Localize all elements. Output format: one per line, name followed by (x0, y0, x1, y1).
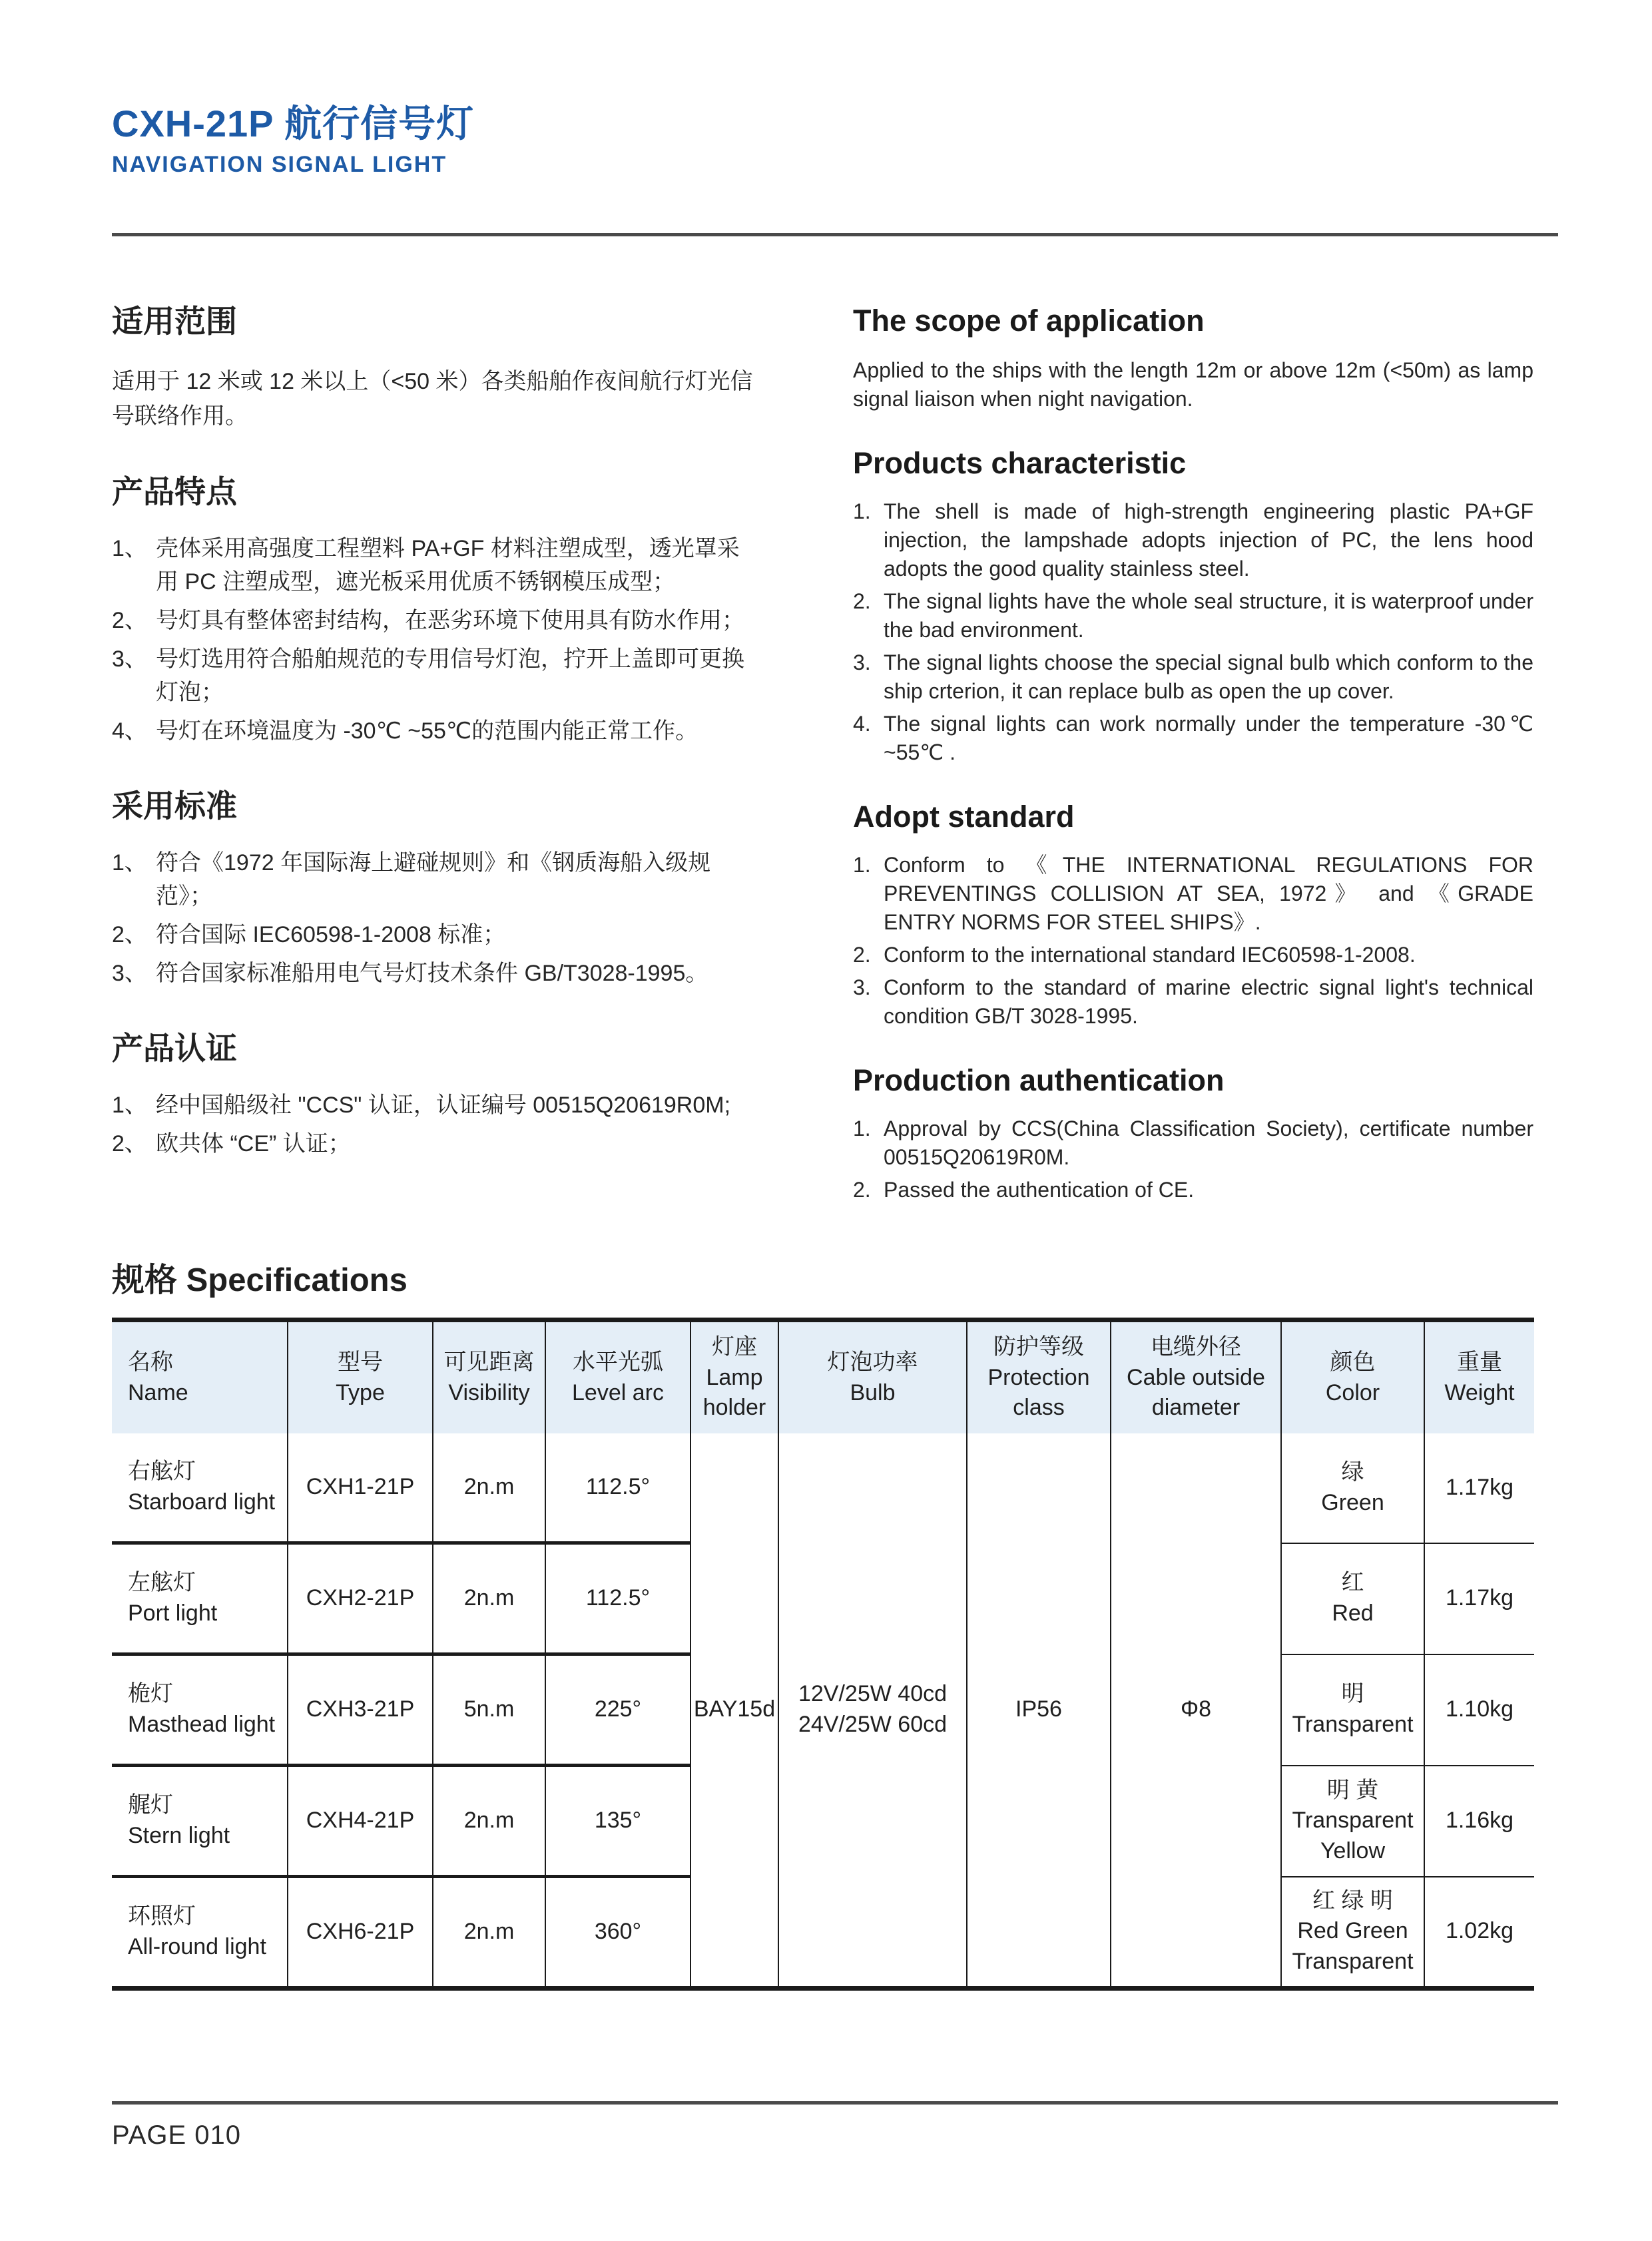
list-item (112, 1127, 756, 1160)
cell-weight: 1.17kg (1424, 1433, 1534, 1543)
section-standards-zh (112, 788, 756, 990)
section-features-en (853, 445, 1533, 767)
list-item-number: 1. (853, 853, 871, 877)
col-header-zh: 水平光弧 (573, 1349, 663, 1375)
col-header-color (1281, 1320, 1424, 1434)
cell-color (1281, 1543, 1424, 1654)
cell-color-zh: 明 黄 (1326, 1777, 1379, 1803)
cell-visibility: 5n.m (433, 1654, 545, 1766)
list-item-text: The signal lights can work normally under the temperature -30℃ ~55℃ . (884, 712, 1533, 764)
cell-color (1281, 1654, 1424, 1766)
cell-weight: 1.16kg (1424, 1766, 1534, 1877)
cell-visibility: 2n.m (433, 1543, 545, 1654)
specs-table (112, 1318, 1534, 1991)
cell-color (1281, 1433, 1424, 1543)
list-item-number: 4. (853, 712, 871, 736)
list-item (112, 604, 756, 637)
list-item (853, 1115, 1533, 1172)
table-row (112, 1433, 1534, 1543)
list-item-number: 1、 (112, 850, 147, 875)
footer-rule (112, 2101, 1558, 2105)
list-item-text: 符合《1972 年国际海上避碰规则》和《钢质海船入级规范》； (156, 850, 711, 909)
col-header-en: Cable outside diameter (1127, 1364, 1265, 1421)
list-item-number: 3. (853, 650, 871, 674)
cell-level-arc: 360° (545, 1877, 690, 1989)
col-header-en: Type (336, 1379, 385, 1405)
col-header-lamp-holder (690, 1320, 778, 1434)
section-scope-zh (112, 303, 756, 433)
list-item (853, 1176, 1533, 1204)
list-item-text: 号灯选用符合船舶规范的专用信号灯泡，拧开上盖即可更换灯泡； (156, 646, 744, 705)
list-item-number: 3、 (112, 961, 147, 986)
section-certification-en (853, 1063, 1533, 1204)
list-item-number: 2、 (112, 1131, 147, 1156)
section-standards-en (853, 799, 1533, 1031)
list-item-number: 1. (853, 1117, 871, 1140)
list-item-text: Conform to 《THE INTERNATIONAL REGULATIONS FOR PREVENTINGS COLLISION AT SEA, 1972》 and 《GRADE ENTRY NORMS FOR STEEL SHIPS》. (884, 853, 1533, 934)
col-header-zh: 名称 (128, 1349, 173, 1375)
cell-name-en: Starboard light (128, 1489, 276, 1515)
cell-color-zh: 红 (1341, 1570, 1364, 1596)
col-header-en: Visibility (448, 1379, 530, 1405)
cell-color-en: Red (1332, 1601, 1374, 1626)
list-item (112, 918, 756, 951)
section-heading: 适用范围 (112, 304, 237, 339)
list-item-text: The shell is made of high-strength engineering plastic PA+GF injection, the lampshade adopts injection of PC, the lens hood adopts the good quality stainless steel. (884, 499, 1533, 581)
cell-bulb-line2: 24V/25W 60cd (798, 1712, 948, 1737)
cell-visibility: 2n.m (433, 1766, 545, 1877)
section-certification-zh (112, 1030, 756, 1160)
list-item-number: 3. (853, 975, 871, 999)
specs-heading: 规格 Specifications (112, 1262, 408, 1298)
cell-name-zh: 右舷灯 (128, 1459, 196, 1485)
list-item (853, 941, 1533, 969)
list-item-text: The signal lights choose the special signal bulb which conform to the ship crterion, it can replace bulb as open the up cover. (884, 650, 1533, 703)
cell-type: CXH3-21P (288, 1654, 433, 1766)
list (112, 1089, 756, 1160)
section-paragraph: Applied to the ships with the length 12m or above 12m (<50m) as lamp signal liaison when night navigation. (853, 358, 1533, 411)
cell-protection: IP56 (967, 1433, 1111, 1989)
col-header-zh: 重量 (1457, 1349, 1502, 1375)
list-item-number: 2、 (112, 608, 147, 633)
cell-color (1281, 1877, 1424, 1989)
chinese-column (112, 303, 756, 1204)
cell-name-en: Stern light (128, 1823, 230, 1848)
list-item-number: 4、 (112, 718, 147, 744)
list-item (112, 957, 756, 990)
list-item (112, 532, 756, 599)
cell-name-zh: 左舷灯 (128, 1570, 196, 1596)
list-item-text: Conform to the standard of marine electric signal light's technical condition GB/T 3028-1995. (884, 975, 1533, 1028)
masthead (112, 0, 1652, 176)
list-item-number: 1、 (112, 1093, 147, 1118)
cell-level-arc: 225° (545, 1654, 690, 1766)
page-subtitle: NAVIGATION SIGNAL LIGHT (112, 152, 447, 177)
cell-name (112, 1766, 288, 1877)
col-header-en: Name (128, 1379, 188, 1405)
cell-bulb-line1: 12V/25W 40cd (798, 1681, 948, 1707)
list-item-text: 符合国家标准船用电气号灯技术条件 GB/T3028-1995。 (156, 961, 708, 986)
section-heading: 产品特点 (112, 474, 237, 509)
specs-header-row (112, 1320, 1534, 1434)
page-title: CXH-21P 航行信号灯 (112, 103, 475, 144)
cell-type: CXH2-21P (288, 1543, 433, 1654)
cell-name (112, 1433, 288, 1543)
col-header-zh: 型号 (338, 1349, 383, 1375)
col-header-zh: 电缆外径 (1151, 1334, 1241, 1360)
cell-color (1281, 1766, 1424, 1877)
list-item (112, 642, 756, 709)
cell-color-zh: 红 绿 明 (1312, 1887, 1393, 1913)
list-item-text: Conform to the international standard IEC60598-1-2008. (884, 943, 1416, 967)
english-column (853, 303, 1533, 1204)
list-item (112, 1089, 756, 1122)
cell-color-en: Red Green Transparent (1292, 1918, 1414, 1975)
col-header-cable (1111, 1320, 1281, 1434)
list-item-text: 经中国船级社 "CCS" 认证，认证编号 00515Q20619R0M; (156, 1093, 731, 1118)
cell-name-en: All-round light (128, 1934, 266, 1959)
cell-name-zh: 桅灯 (128, 1681, 173, 1707)
list-item-text: 壳体采用高强度工程塑料 PA+GF 材料注塑成型，透光罩采用 PC 注塑成型，遮光板采用优质不锈钢模压成型； (156, 536, 740, 595)
section-heading: Production authentication (853, 1063, 1225, 1097)
cell-visibility: 2n.m (433, 1433, 545, 1543)
cell-type: CXH1-21P (288, 1433, 433, 1543)
col-header-zh: 可见距离 (443, 1349, 535, 1375)
list-item-text: The signal lights have the whole seal structure, it is waterproof under the bad environment. (884, 589, 1533, 642)
header-rule (112, 233, 1558, 236)
list-item-text: 欧共体 “CE” 认证； (156, 1131, 351, 1156)
list-item (853, 648, 1533, 706)
list-item-text: Approval by CCS(China Classification Society), certificate number 00515Q20619R0M. (884, 1117, 1533, 1169)
list-item (112, 714, 756, 748)
col-header-type (288, 1320, 433, 1434)
col-header-zh: 防护等级 (993, 1334, 1084, 1360)
section-heading: 产品认证 (112, 1031, 237, 1066)
list (112, 846, 756, 990)
section-heading: Products characteristic (853, 446, 1187, 480)
col-header-en: Bulb (850, 1379, 896, 1405)
cell-bulb (778, 1433, 967, 1989)
list-item-number: 3、 (112, 646, 147, 672)
col-header-en: Protection class (987, 1364, 1090, 1421)
col-header-en: Weight (1444, 1379, 1515, 1405)
col-header-zh: 颜色 (1330, 1349, 1376, 1375)
two-column-body (112, 303, 1652, 1204)
cell-name-en: Masthead light (128, 1712, 276, 1737)
cell-visibility: 2n.m (433, 1877, 545, 1989)
cell-weight: 1.02kg (1424, 1877, 1534, 1989)
list-item-number: 2、 (112, 922, 147, 947)
list-item-text: 号灯具有整体密封结构，在恶劣环境下使用具有防水作用； (156, 608, 744, 633)
cell-lamp-holder: BAY15d (690, 1433, 778, 1989)
page-footer (112, 2101, 1558, 2150)
cell-name-zh: 环照灯 (128, 1903, 196, 1929)
list (853, 497, 1533, 767)
list-item (853, 497, 1533, 583)
section-heading: Adopt standard (853, 800, 1075, 834)
list-item (853, 587, 1533, 644)
col-header-zh: 灯座 (712, 1334, 757, 1360)
section-scope-en (853, 303, 1533, 413)
cell-color-zh: 明 (1341, 1681, 1364, 1707)
section-heading: 采用标准 (112, 788, 237, 824)
cell-color-en: Transparent Yellow (1292, 1808, 1414, 1864)
list-item-text: 符合国际 IEC60598-1-2008 标准； (156, 922, 506, 947)
cell-name-zh: 艉灯 (128, 1792, 173, 1818)
list-item (853, 710, 1533, 767)
col-header-name (112, 1320, 288, 1434)
list (853, 851, 1533, 1031)
col-header-bulb (778, 1320, 967, 1434)
cell-name (112, 1877, 288, 1989)
list (853, 1115, 1533, 1204)
list-item-number: 2. (853, 589, 871, 613)
cell-name-en: Port light (128, 1601, 218, 1626)
cell-weight: 1.10kg (1424, 1654, 1534, 1766)
col-header-en: Lamp holder (702, 1364, 766, 1421)
list-item-text: Passed the authentication of CE. (884, 1178, 1195, 1202)
cell-color-zh: 绿 (1341, 1459, 1364, 1485)
col-header-level-arc (545, 1320, 690, 1434)
cell-level-arc: 112.5° (545, 1543, 690, 1654)
section-features-zh (112, 473, 756, 748)
col-header-en: Color (1325, 1379, 1380, 1405)
cell-name (112, 1543, 288, 1654)
cell-color-en: Transparent (1292, 1712, 1414, 1737)
page-number: PAGE 010 (112, 2120, 242, 2150)
list (112, 532, 756, 748)
list-item (112, 846, 756, 913)
cell-type: CXH4-21P (288, 1766, 433, 1877)
list-item (853, 973, 1533, 1031)
list-item-number: 2. (853, 1178, 871, 1202)
list-item-number: 1、 (112, 536, 147, 561)
cell-level-arc: 135° (545, 1766, 690, 1877)
section-paragraph: 适用于 12 米或 12 米以上（<50 米）各类船舶作夜间航行灯光信号联络作用。 (112, 369, 753, 429)
col-header-weight (1424, 1320, 1534, 1434)
col-header-visibility (433, 1320, 545, 1434)
list-item-text: 号灯在环境温度为 -30℃ ~55℃的范围内能正常工作。 (156, 718, 698, 744)
cell-color-en: Green (1321, 1489, 1384, 1515)
list-item-number: 2. (853, 943, 871, 967)
cell-weight: 1.17kg (1424, 1543, 1534, 1654)
cell-type: CXH6-21P (288, 1877, 433, 1989)
cell-level-arc: 112.5° (545, 1433, 690, 1543)
list-item-number: 1. (853, 499, 871, 523)
list-item (853, 851, 1533, 937)
col-header-en: Level arc (572, 1379, 664, 1405)
section-heading: The scope of application (853, 304, 1205, 338)
cell-name (112, 1654, 288, 1766)
cell-cable: Φ8 (1111, 1433, 1281, 1989)
col-header-zh: 灯泡功率 (827, 1349, 918, 1375)
col-header-protection (967, 1320, 1111, 1434)
